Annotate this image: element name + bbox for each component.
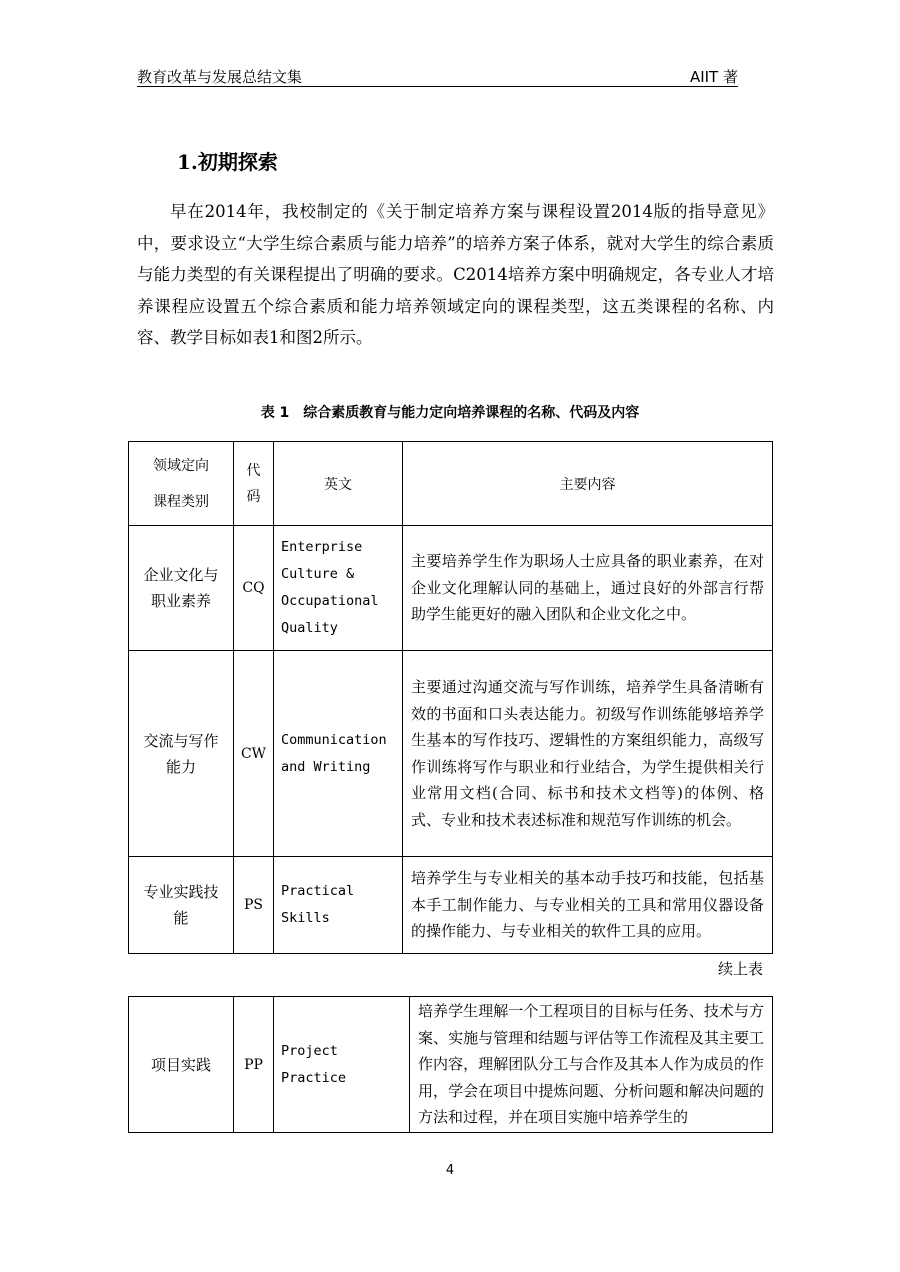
cell-domain: 专业实践技 能 (129, 857, 234, 954)
cell-content: 主要通过沟通交流与写作训练，培养学生具备清晰有效的书面和口头表达能力。初级写作训练能够培养学生基本的写作技巧、逻辑性的方案组织能力，高级写作训练将写作与职业和行业结合，为学生提供相关行业常用文档(合同、标书和技术文档等)的体例、格式、专业和技术表述标准和规范写作训练的机会。 (403, 651, 773, 857)
page-number: 4 (445, 1163, 455, 1178)
table-header-row (129, 442, 773, 526)
cell-domain: 交流与写作 能力 (129, 651, 234, 857)
cell-content: 培养学生理解一个工程项目的目标与任务、技术与方案、实施与管理和结题与评估等工作流程及其主要工作内容，理解团队分工与合作及其本人作为成员的作用，学会在项目中提炼问题、分析问题和解决问题的方法和过程，并在项目实施中培养学生的 (410, 997, 773, 1133)
section-title: 1.初期探索 (177, 150, 278, 174)
cell-english: Communication and Writing (274, 651, 403, 857)
cell-content: 主要培养学生作为职场人士应具备的职业素养，在对企业文化理解认同的基础上，通过良好的外部言行帮助学生能更好的融入团队和企业文化之中。 (403, 526, 773, 651)
cell-domain: 项目实践 (129, 997, 234, 1133)
cell-content: 培养学生与专业相关的基本动手技巧和技能，包括基本手工制作能力、与专业相关的工具和常用仪器设备的操作能力、与专业相关的软件工具的应用。 (403, 857, 773, 954)
header-code: 代 码 (234, 442, 274, 526)
body-paragraph: 早在2014年，我校制定的《关于制定培养方案与课程设置2014版的指导意见》中，要求设立“大学生综合素质与能力培养”的培养方案子体系，就对大学生的综合素质与能力类型的有关课程提出了明确的要求。C2014培养方案中明确规定，各专业人才培养课程应设置五个综合素质和能力培养领域定向的课程类型，这五类课程的名称、内容、教学目标如表1和图2所示。 (137, 202, 774, 347)
page-header (137, 64, 738, 87)
cell-code: CQ (234, 526, 274, 651)
header-author: AIIT 著 (689, 68, 738, 86)
header-domain: 领域定向 课程类别 (129, 442, 234, 526)
cell-english: Enterprise Culture & Occupational Quality (274, 526, 403, 651)
cell-code: PP (234, 997, 274, 1133)
course-table (128, 441, 773, 954)
cell-code: CW (234, 651, 274, 857)
cell-english: Practical Skills (274, 857, 403, 954)
continued-label: 续上表 (717, 960, 763, 978)
cell-code: PS (234, 857, 274, 954)
course-table-continued (128, 996, 773, 1133)
header-english: 英文 (274, 442, 403, 526)
cell-domain: 企业文化与 职业素养 (129, 526, 234, 651)
header-content: 主要内容 (403, 442, 773, 526)
header-collection-title: 教育改革与发展总结文集 (137, 68, 303, 86)
table-row (129, 997, 773, 1133)
table-row (129, 526, 773, 651)
table-row (129, 651, 773, 857)
cell-english: Project Practice (274, 997, 410, 1133)
table-caption: 表 1 综合素质教育与能力定向培养课程的名称、代码及内容 (260, 405, 640, 421)
table-row (129, 857, 773, 954)
